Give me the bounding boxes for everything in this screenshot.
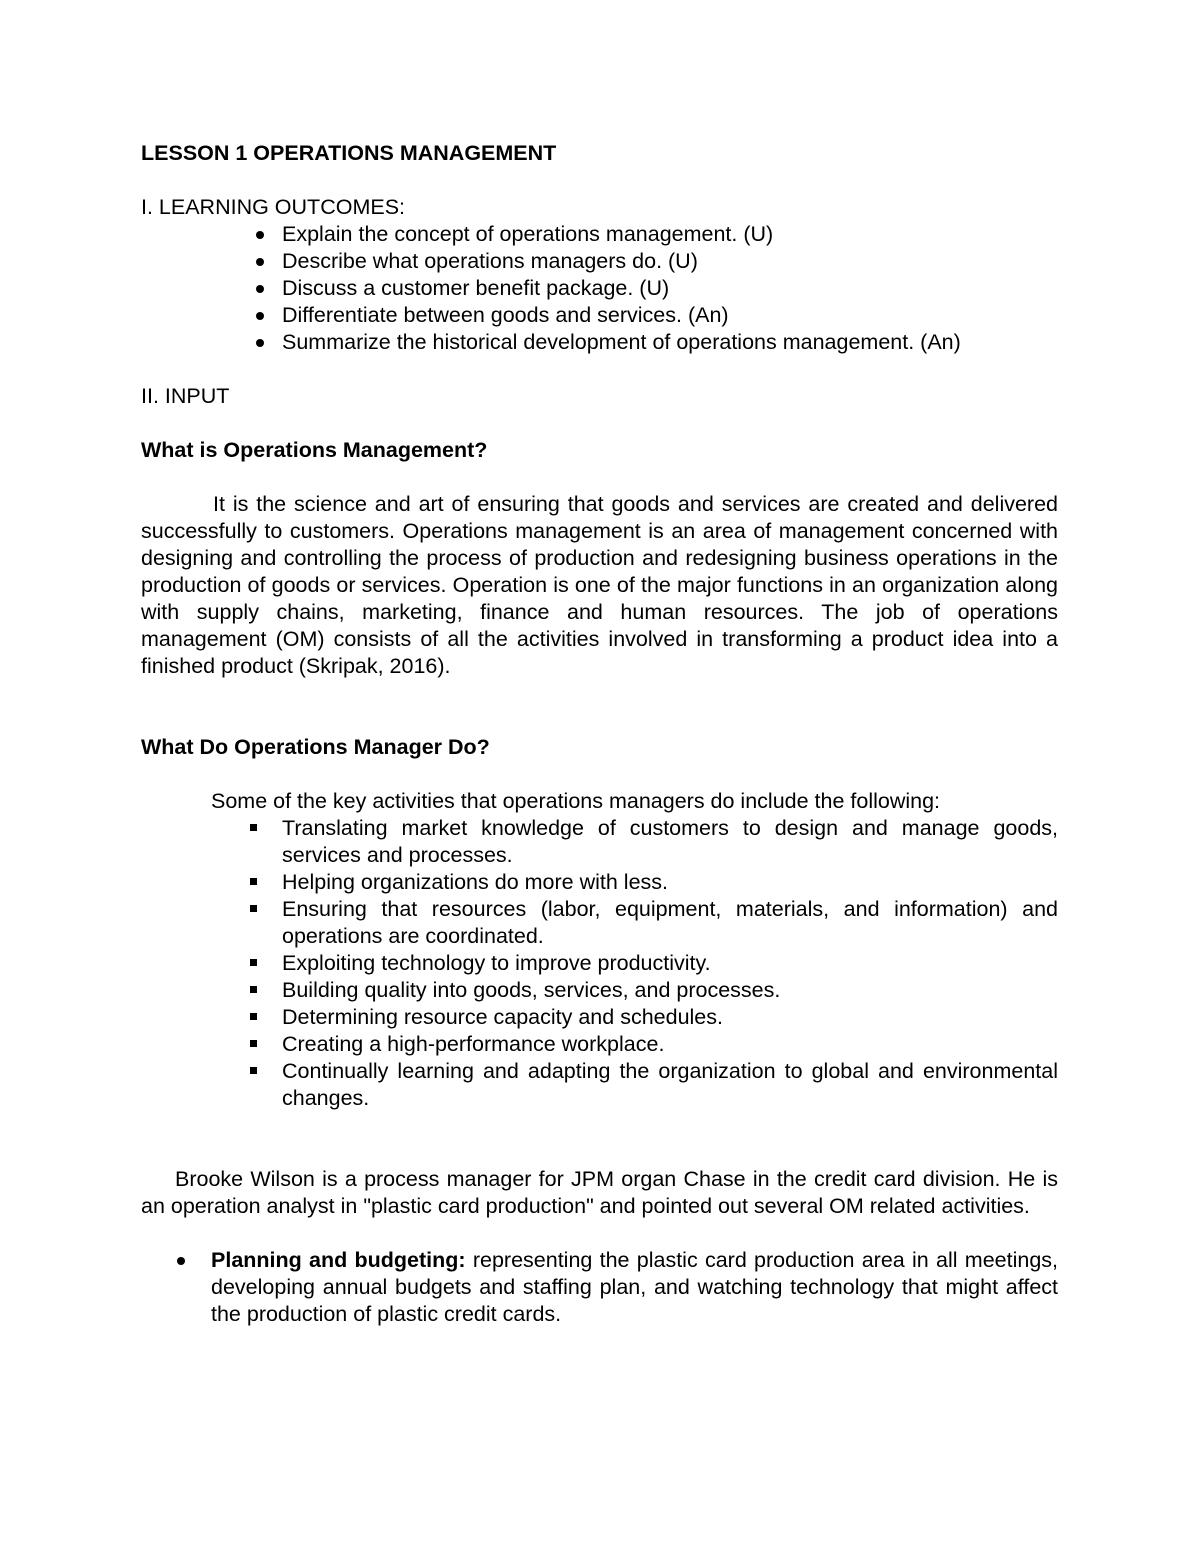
list-item: Differentiate between goods and services. (An): [141, 302, 1058, 329]
list-item: Ensuring that resources (labor, equipment, materials, and information) and operations are coordinated.: [141, 896, 1058, 950]
list-item: Building quality into goods, services, and processes.: [141, 977, 1058, 1004]
bullet-square-icon: [250, 959, 257, 966]
bullet-dot-icon: [256, 339, 264, 347]
bullet-square-icon: [250, 986, 257, 993]
list-item: Creating a high-performance workplace.: [141, 1031, 1058, 1058]
activity-description: representing the plastic card production area in all meetings, developing annual budgets and staffing plan, and watching technology that might affect the production of plastic credit cards.: [211, 1248, 1058, 1326]
bullet-square-icon: [250, 1040, 257, 1047]
list-item: Describe what operations managers do. (U): [141, 248, 1058, 275]
bullet-square-icon: [250, 1013, 257, 1020]
brooke-wilson-paragraph: Brooke Wilson is a process manager for JPM organ Chase in the credit card division. He is an operation analyst in "plastic card production" and pointed out several OM related activities.: [141, 1167, 1058, 1218]
list-item: Summarize the historical development of operations management. (An): [141, 329, 1058, 356]
list-item: Helping organizations do more with less.: [141, 869, 1058, 896]
list-item: [141, 1247, 1058, 1328]
list-item: Explain the concept of operations management. (U): [141, 221, 1058, 248]
list-item: Translating market knowledge of customers to design and manage goods, services and processes.: [141, 815, 1058, 869]
bullet-dot-icon: [256, 231, 264, 239]
bullet-square-icon: [250, 905, 257, 912]
learning-outcomes-label: I. LEARNING OUTCOMES:: [141, 195, 406, 219]
bullet-dot-icon: [256, 285, 264, 293]
lesson-title: LESSON 1 OPERATIONS MANAGEMENT: [141, 141, 557, 165]
what-is-om-heading: What is Operations Management?: [141, 438, 488, 462]
list-item: Determining resource capacity and schedules.: [141, 1004, 1058, 1031]
bullet-dot-icon: [177, 1257, 185, 1265]
input-label: II. INPUT: [141, 384, 230, 408]
bullet-dot-icon: [256, 312, 264, 320]
list-item: Discuss a customer benefit package. (U): [141, 275, 1058, 302]
learning-outcomes-list: [141, 221, 1058, 356]
bullet-square-icon: [250, 1067, 257, 1074]
bullet-dot-icon: [256, 258, 264, 266]
what-do-managers-do-heading: What Do Operations Manager Do?: [141, 735, 490, 759]
document-page: [141, 140, 1058, 1328]
activities-list: [141, 815, 1058, 1112]
bullet-square-icon: [250, 878, 257, 885]
list-item: Exploiting technology to improve productivity.: [141, 950, 1058, 977]
what-is-om-paragraph: It is the science and art of ensuring that goods and services are created and delivered successfully to customers. Operations management is an area of management concerned with designing and controlling the process of production and redesigning business operations in the production of goods or services. Operation is one of the major functions in an organization along with supply chains, marketing, finance and human resources. The job of operations management (OM) consists of all the activities involved in transforming a product idea into a finished product (Skripak, 2016).: [141, 492, 1058, 678]
list-item: Continually learning and adapting the organization to global and environmental changes.: [141, 1058, 1058, 1112]
activity-term: Planning and budgeting:: [211, 1248, 466, 1272]
activities-intro: Some of the key activities that operations managers do include the following:: [211, 789, 941, 813]
om-activities-list: [141, 1247, 1058, 1328]
bullet-square-icon: [250, 824, 257, 831]
